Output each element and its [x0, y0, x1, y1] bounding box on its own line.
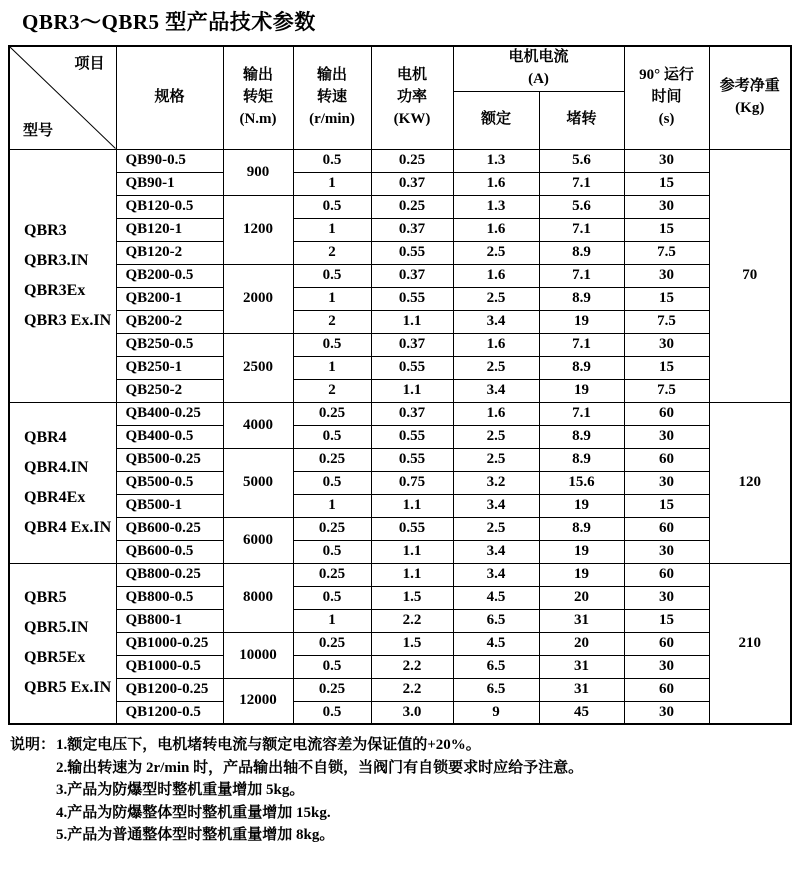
cell-speed: 0.5 — [293, 655, 371, 678]
cell-speed: 1 — [293, 356, 371, 379]
spec-table — [8, 45, 792, 725]
cell-speed: 1 — [293, 218, 371, 241]
cell-model-group: QBR5 QBR5.IN QBR5Ex QBR5 Ex.IN — [9, 563, 116, 724]
cell-torque: 12000 — [223, 678, 293, 724]
table-row — [9, 218, 791, 241]
table-row — [9, 517, 791, 540]
cell-time: 7.5 — [624, 379, 709, 402]
cell-power: 0.55 — [371, 356, 453, 379]
page-title: QBR3～QBR5 型产品技术参数 — [22, 10, 316, 34]
cell-rated: 6.5 — [453, 678, 539, 701]
cell-spec: QB200-0.5 — [116, 264, 223, 287]
cell-rated: 1.6 — [453, 333, 539, 356]
cell-spec: QB1000-0.5 — [116, 655, 223, 678]
cell-time: 30 — [624, 471, 709, 494]
cell-rated: 3.4 — [453, 563, 539, 586]
cell-spec: QB800-0.25 — [116, 563, 223, 586]
cell-stall: 8.9 — [539, 241, 624, 264]
cell-speed: 0.5 — [293, 540, 371, 563]
cell-stall: 7.1 — [539, 218, 624, 241]
cell-spec: QB1000-0.25 — [116, 632, 223, 655]
cell-time: 15 — [624, 172, 709, 195]
cell-rated: 1.3 — [453, 149, 539, 172]
cell-time: 60 — [624, 448, 709, 471]
cell-stall: 31 — [539, 678, 624, 701]
cell-time: 30 — [624, 425, 709, 448]
cell-model-group: QBR3 QBR3.IN QBR3Ex QBR3 Ex.IN — [9, 149, 116, 402]
cell-spec: QB250-2 — [116, 379, 223, 402]
header-run-time: 90° 运行 时间 (s) — [624, 46, 709, 149]
cell-spec: QB600-0.5 — [116, 540, 223, 563]
table-body — [9, 149, 791, 724]
table-row — [9, 609, 791, 632]
cell-time: 15 — [624, 609, 709, 632]
corner-label-project: 项目 — [74, 56, 105, 72]
table-row — [9, 379, 791, 402]
cell-stall: 5.6 — [539, 195, 624, 218]
cell-spec: QB600-0.25 — [116, 517, 223, 540]
cell-stall: 31 — [539, 609, 624, 632]
note-item: 1.额定电压下，电机堵转电流与额定电流容差为保证值的+20%。 — [56, 737, 481, 753]
cell-time: 30 — [624, 701, 709, 724]
cell-time: 30 — [624, 655, 709, 678]
table-row — [9, 333, 791, 356]
cell-speed: 0.5 — [293, 195, 371, 218]
table-row — [9, 149, 791, 172]
cell-rated: 2.5 — [453, 448, 539, 471]
cell-rated: 6.5 — [453, 655, 539, 678]
cell-spec: QB400-0.5 — [116, 425, 223, 448]
table-row — [9, 655, 791, 678]
table-row — [9, 586, 791, 609]
cell-rated: 4.5 — [453, 632, 539, 655]
table-row — [9, 471, 791, 494]
note-item: 4.产品为防爆整体型时整机重量增加 15kg. — [56, 804, 331, 821]
cell-torque: 900 — [223, 149, 293, 195]
cell-power: 0.37 — [371, 333, 453, 356]
table-row — [9, 287, 791, 310]
table-row — [9, 195, 791, 218]
cell-stall: 19 — [539, 540, 624, 563]
cell-speed: 0.5 — [293, 425, 371, 448]
header-weight: 参考净重 (Kg) — [709, 46, 791, 149]
notes-list — [56, 734, 583, 847]
cell-time: 60 — [624, 563, 709, 586]
cell-power: 1.1 — [371, 563, 453, 586]
cell-spec: QB1200-0.25 — [116, 678, 223, 701]
cell-power: 0.55 — [371, 287, 453, 310]
cell-time: 30 — [624, 540, 709, 563]
table-row — [9, 310, 791, 333]
cell-speed: 1 — [293, 287, 371, 310]
cell-spec: QB1200-0.5 — [116, 701, 223, 724]
cell-stall: 7.1 — [539, 172, 624, 195]
cell-stall: 8.9 — [539, 448, 624, 471]
cell-speed: 2 — [293, 379, 371, 402]
cell-stall: 31 — [539, 655, 624, 678]
cell-power: 0.55 — [371, 448, 453, 471]
cell-stall: 19 — [539, 310, 624, 333]
table-row — [9, 494, 791, 517]
cell-torque: 10000 — [223, 632, 293, 678]
corner-cell — [9, 46, 116, 149]
header-current-group: 电机电流 (A) — [453, 46, 624, 91]
cell-rated: 1.6 — [453, 402, 539, 425]
cell-model-group: QBR4 QBR4.IN QBR4Ex QBR4 Ex.IN — [9, 402, 116, 563]
cell-rated: 2.5 — [453, 241, 539, 264]
cell-spec: QB400-0.25 — [116, 402, 223, 425]
cell-power: 0.37 — [371, 402, 453, 425]
cell-speed: 0.5 — [293, 149, 371, 172]
cell-rated: 9 — [453, 701, 539, 724]
cell-time: 15 — [624, 494, 709, 517]
table-row — [9, 448, 791, 471]
table-row — [9, 241, 791, 264]
cell-torque: 2000 — [223, 264, 293, 333]
cell-speed: 0.25 — [293, 517, 371, 540]
cell-time: 60 — [624, 678, 709, 701]
cell-power: 2.2 — [371, 609, 453, 632]
cell-spec: QB120-2 — [116, 241, 223, 264]
cell-time: 30 — [624, 586, 709, 609]
cell-torque: 4000 — [223, 402, 293, 448]
cell-spec: QB200-2 — [116, 310, 223, 333]
cell-stall: 7.1 — [539, 333, 624, 356]
cell-power: 0.25 — [371, 149, 453, 172]
cell-time: 7.5 — [624, 241, 709, 264]
cell-rated: 1.6 — [453, 264, 539, 287]
cell-power: 0.37 — [371, 172, 453, 195]
cell-rated: 1.3 — [453, 195, 539, 218]
cell-torque: 1200 — [223, 195, 293, 264]
cell-weight: 120 — [709, 402, 791, 563]
cell-power: 1.1 — [371, 540, 453, 563]
cell-spec: QB90-0.5 — [116, 149, 223, 172]
cell-time: 15 — [624, 218, 709, 241]
cell-time: 30 — [624, 149, 709, 172]
cell-rated: 2.5 — [453, 356, 539, 379]
cell-stall: 15.6 — [539, 471, 624, 494]
cell-rated: 3.4 — [453, 379, 539, 402]
cell-power: 3.0 — [371, 701, 453, 724]
cell-time: 30 — [624, 264, 709, 287]
cell-rated: 3.4 — [453, 494, 539, 517]
cell-speed: 0.5 — [293, 701, 371, 724]
cell-spec: QB500-0.5 — [116, 471, 223, 494]
cell-power: 0.55 — [371, 517, 453, 540]
cell-power: 1.5 — [371, 586, 453, 609]
cell-speed: 0.5 — [293, 333, 371, 356]
cell-rated: 3.4 — [453, 540, 539, 563]
header-spec: 规格 — [116, 46, 223, 149]
cell-spec: QB90-1 — [116, 172, 223, 195]
table-row — [9, 356, 791, 379]
cell-speed: 0.5 — [293, 471, 371, 494]
cell-power: 0.75 — [371, 471, 453, 494]
cell-spec: QB500-0.25 — [116, 448, 223, 471]
cell-spec: QB250-1 — [116, 356, 223, 379]
cell-stall: 7.1 — [539, 264, 624, 287]
cell-weight: 70 — [709, 149, 791, 402]
cell-spec: QB120-0.5 — [116, 195, 223, 218]
table-row — [9, 172, 791, 195]
cell-spec: QB500-1 — [116, 494, 223, 517]
cell-speed: 0.25 — [293, 563, 371, 586]
cell-stall: 19 — [539, 494, 624, 517]
cell-torque: 2500 — [223, 333, 293, 402]
header-power: 电机 功率 (KW) — [371, 46, 453, 149]
cell-torque: 8000 — [223, 563, 293, 632]
cell-spec: QB200-1 — [116, 287, 223, 310]
table-row — [9, 540, 791, 563]
cell-time: 30 — [624, 195, 709, 218]
table-row — [9, 632, 791, 655]
cell-power: 0.37 — [371, 264, 453, 287]
cell-stall: 5.6 — [539, 149, 624, 172]
note-item: 2.输出转速为 2r/min 时，产品输出轴不自锁，当阀门有自锁要求时应给予注意。 — [56, 759, 584, 776]
cell-spec: QB800-0.5 — [116, 586, 223, 609]
notes-section — [10, 734, 800, 847]
cell-rated: 2.5 — [453, 425, 539, 448]
cell-stall: 20 — [539, 632, 624, 655]
cell-stall: 8.9 — [539, 356, 624, 379]
cell-torque: 5000 — [223, 448, 293, 517]
cell-speed: 0.25 — [293, 448, 371, 471]
cell-speed: 1 — [293, 609, 371, 632]
cell-rated: 3.4 — [453, 310, 539, 333]
cell-speed: 2 — [293, 310, 371, 333]
cell-power: 0.37 — [371, 218, 453, 241]
cell-power: 1.1 — [371, 310, 453, 333]
cell-weight: 210 — [709, 563, 791, 724]
cell-power: 1.5 — [371, 632, 453, 655]
cell-power: 2.2 — [371, 655, 453, 678]
cell-stall: 45 — [539, 701, 624, 724]
notes-label: 说明： — [10, 737, 56, 753]
cell-power: 0.25 — [371, 195, 453, 218]
cell-speed: 0.5 — [293, 586, 371, 609]
cell-stall: 19 — [539, 563, 624, 586]
cell-rated: 4.5 — [453, 586, 539, 609]
cell-spec: QB120-1 — [116, 218, 223, 241]
cell-time: 60 — [624, 402, 709, 425]
cell-stall: 20 — [539, 586, 624, 609]
cell-stall: 8.9 — [539, 517, 624, 540]
cell-rated: 6.5 — [453, 609, 539, 632]
cell-rated: 2.5 — [453, 287, 539, 310]
cell-power: 1.1 — [371, 494, 453, 517]
note-item: 3.产品为防爆型时整机重量增加 5kg。 — [56, 782, 305, 798]
table-row — [9, 563, 791, 586]
cell-rated: 1.6 — [453, 218, 539, 241]
header-speed: 输出 转速 (r/min) — [293, 46, 371, 149]
cell-stall: 8.9 — [539, 287, 624, 310]
cell-stall: 7.1 — [539, 402, 624, 425]
cell-speed: 1 — [293, 494, 371, 517]
header-current-rated: 额定 — [453, 91, 539, 149]
note-item: 5.产品为普通整体型时整机重量增加 8kg。 — [56, 827, 335, 843]
cell-stall: 8.9 — [539, 425, 624, 448]
cell-power: 0.55 — [371, 241, 453, 264]
cell-power: 0.55 — [371, 425, 453, 448]
cell-speed: 0.25 — [293, 678, 371, 701]
cell-time: 15 — [624, 287, 709, 310]
cell-power: 2.2 — [371, 678, 453, 701]
cell-speed: 0.5 — [293, 264, 371, 287]
table-row — [9, 701, 791, 724]
table-row — [9, 402, 791, 425]
cell-stall: 19 — [539, 379, 624, 402]
cell-time: 15 — [624, 356, 709, 379]
cell-spec: QB250-0.5 — [116, 333, 223, 356]
cell-time: 60 — [624, 632, 709, 655]
table-row — [9, 264, 791, 287]
cell-speed: 1 — [293, 172, 371, 195]
header-current-stall: 堵转 — [539, 91, 624, 149]
cell-speed: 2 — [293, 241, 371, 264]
cell-time: 60 — [624, 517, 709, 540]
cell-rated: 3.2 — [453, 471, 539, 494]
cell-rated: 1.6 — [453, 172, 539, 195]
table-row — [9, 425, 791, 448]
cell-torque: 6000 — [223, 517, 293, 563]
header-torque: 输出 转矩 (N.m) — [223, 46, 293, 149]
cell-speed: 0.25 — [293, 632, 371, 655]
cell-rated: 2.5 — [453, 517, 539, 540]
table-row — [9, 678, 791, 701]
cell-speed: 0.25 — [293, 402, 371, 425]
cell-time: 7.5 — [624, 310, 709, 333]
corner-label-model: 型号 — [23, 122, 54, 139]
table-header — [9, 46, 791, 149]
cell-time: 30 — [624, 333, 709, 356]
cell-power: 1.1 — [371, 379, 453, 402]
cell-spec: QB800-1 — [116, 609, 223, 632]
